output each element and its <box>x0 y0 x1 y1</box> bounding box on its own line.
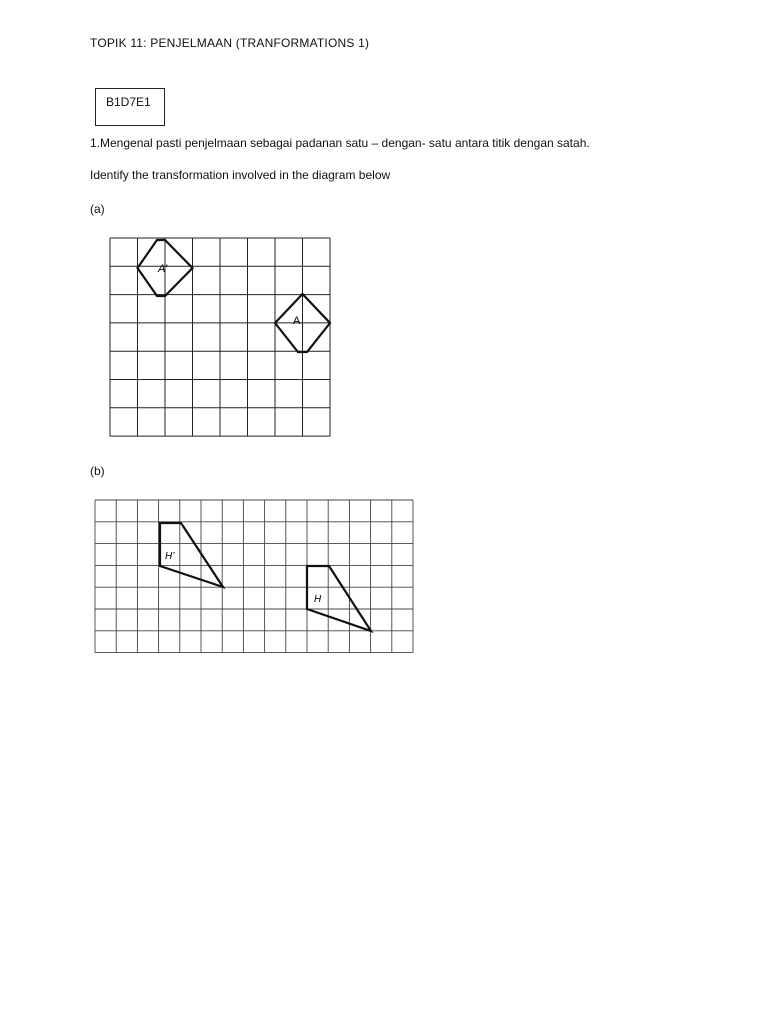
topic-code: B1D7E1 <box>106 95 151 109</box>
shape-b-object-label: H <box>314 594 322 605</box>
topic-code-box <box>95 88 165 126</box>
question-malay-text: 1.Mengenal pasti penjelmaan sebagai padanan satu – dengan- satu antara titik dengan satah. <box>90 136 590 150</box>
shape-b-image-label: H’ <box>165 551 175 562</box>
shape-a-image-label: A’ <box>158 263 168 275</box>
grid-a-lines <box>110 238 330 436</box>
diagram-a-grid <box>110 238 332 438</box>
question-english-text: Identify the transformation involved in the diagram below <box>90 168 391 182</box>
page-title: TOPIK 11: PENJELMAAN (TRANFORMATIONS 1) <box>90 36 370 50</box>
part-a-label: (a) <box>90 202 105 216</box>
diagram-b-grid <box>95 500 415 656</box>
shape-a-object-label: A <box>293 315 301 327</box>
part-b-label: (b) <box>90 464 105 478</box>
